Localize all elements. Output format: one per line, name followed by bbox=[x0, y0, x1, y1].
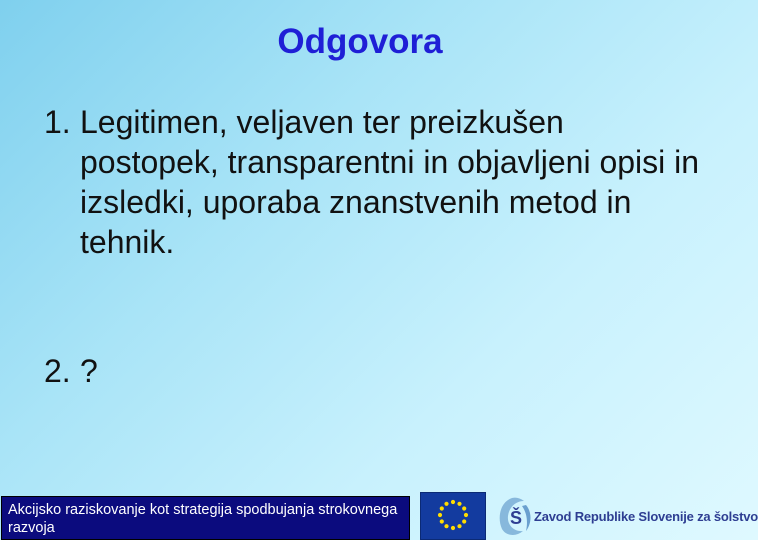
list-item bbox=[44, 351, 704, 391]
slide-title: Odgovora bbox=[277, 22, 443, 61]
footer-project-text: Akcijsko raziskovanje kot strategija spodbujanja strokovnega razvoja bbox=[8, 502, 398, 536]
svg-text:Š: Š bbox=[510, 508, 523, 528]
eu-flag-icon bbox=[420, 492, 486, 540]
list-text: Legitimen, veljaven ter preizkušen postopek, transparentni in objavljeni opisi in izsledki, uporaba znanstvenih metod in tehnik. bbox=[80, 104, 700, 260]
list-text: ? bbox=[80, 353, 98, 389]
list-number: 1. bbox=[44, 104, 71, 140]
answer-list bbox=[44, 102, 704, 391]
list-number: 2. bbox=[44, 353, 71, 389]
list-item bbox=[44, 102, 704, 262]
institute-name: Zavod Republike Slovenije za šolstvo bbox=[534, 509, 758, 524]
footer-project-box bbox=[1, 496, 410, 540]
